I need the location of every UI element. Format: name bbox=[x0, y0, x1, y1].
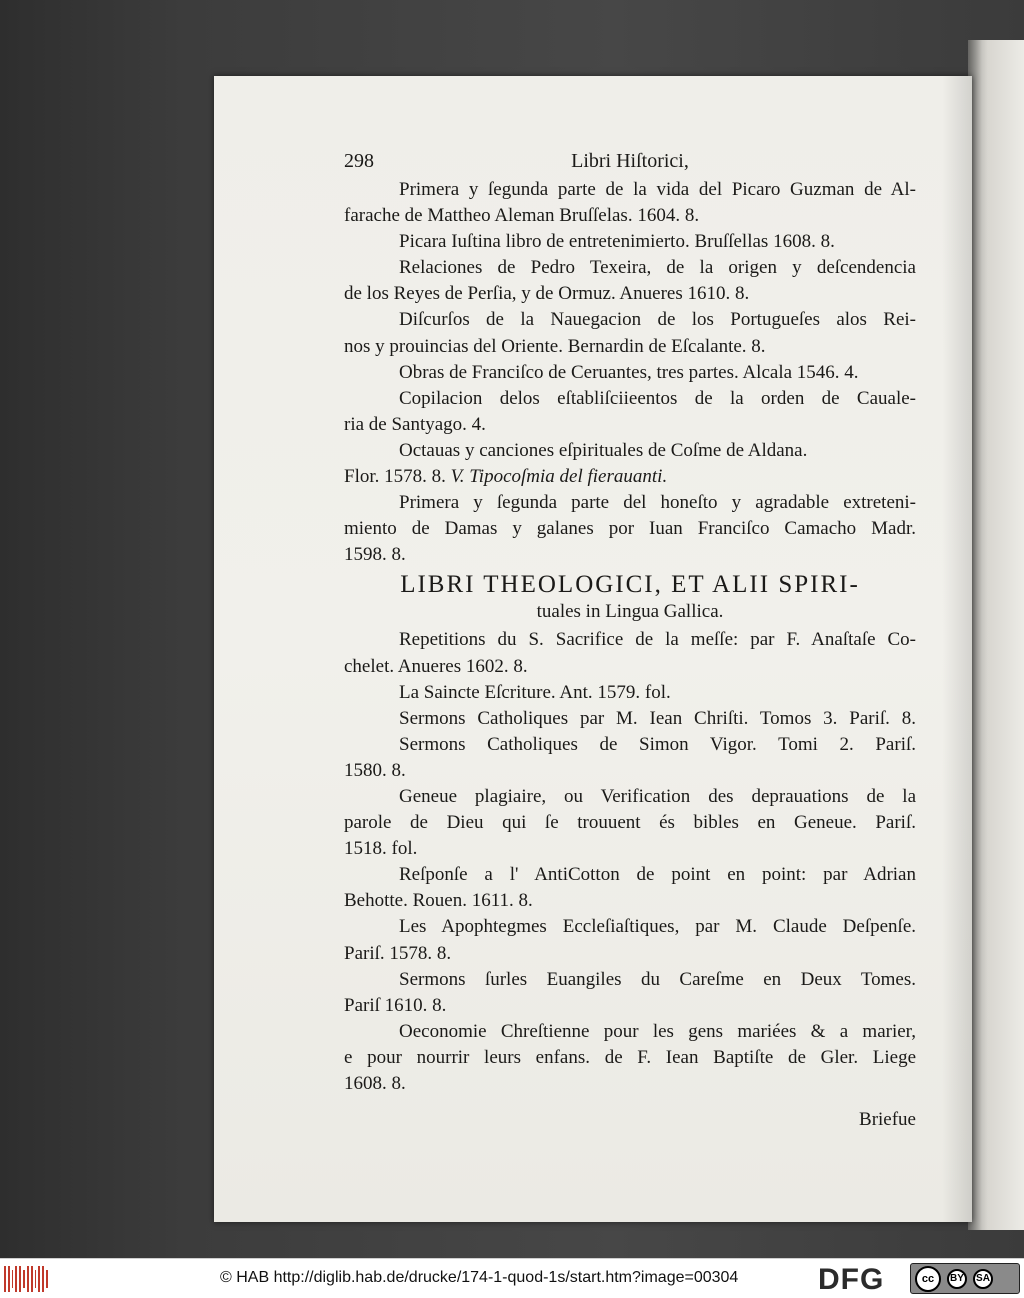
hab-logo-icon bbox=[4, 1266, 48, 1292]
text-line: Geneue plagiaire, ou Verification des deprauations de la bbox=[399, 785, 916, 807]
text-line: Sermons Catholiques par M. Iean Chriſti. Tomos 3. Pariſ. 8. bbox=[399, 707, 916, 729]
text-line: Pariſ. 1578. 8. bbox=[344, 942, 452, 964]
text-line: Primera y ſegunda parte del honeſto y agradable extreteni- bbox=[399, 492, 916, 514]
text-line: chelet. Anueres 1602. 8. bbox=[344, 655, 528, 677]
text-line: Reſponſe a l' AntiCotton de point en point: par Adrian bbox=[399, 864, 916, 886]
text-line: Repetitions du S. Sacrifice de la meſſe: par F. Anaſtaſe Co- bbox=[399, 629, 916, 651]
text-line: e pour nourrir leurs enfans. de F. Iean Baptiſte de Gler. Liege bbox=[344, 1046, 916, 1068]
text-line bbox=[344, 464, 916, 490]
text-line: Relaciones de Pedro Texeira, de la origen y deſcendencia bbox=[399, 257, 916, 279]
cc-icon: cc bbox=[915, 1266, 941, 1292]
text-line: 1598. 8. bbox=[344, 544, 406, 566]
text-line: Primera y ſegunda parte de la vida del Picaro Guzman de Al- bbox=[399, 179, 916, 200]
text-line: 1580. 8. bbox=[344, 759, 406, 781]
text-line: parole de Dieu qui ſe trouuent és bibles en Geneue. Pariſ. bbox=[344, 812, 916, 834]
running-head bbox=[344, 148, 916, 175]
text-line: 1518. fol. bbox=[344, 838, 418, 860]
text-line: Copilacion delos eſtabliſciieentos de la orden de Cauale- bbox=[399, 387, 916, 409]
text-line: Picara Iuſtina libro de entretenimierto. Bruſſellas 1608. 8. bbox=[399, 231, 835, 253]
text-line: ria de Santyago. 4. bbox=[344, 413, 486, 435]
text-line: miento de Damas y galanes por Iuan Franciſco Camacho Madr. bbox=[344, 518, 916, 540]
facing-page-edge bbox=[968, 40, 1024, 1230]
section-heading: LIBRI THEOLOGICI, ET ALII SPIRI- bbox=[400, 571, 860, 599]
cc-sa-icon: SA bbox=[973, 1269, 993, 1289]
viewer-footer bbox=[0, 1258, 1024, 1298]
footer-credit-link[interactable]: © HAB http://diglib.hab.de/drucke/174-1-quod-1s/start.htm?image=00304 bbox=[220, 1269, 739, 1286]
text-line: Octauas y canciones eſpirituales de Coſme de Aldana. bbox=[399, 439, 808, 461]
text-line: Diſcurſos de la Nauegacion de los Portugueſes alos Rei- bbox=[399, 309, 916, 331]
page-number: 298 bbox=[344, 150, 374, 172]
text-line: 1608. 8. bbox=[344, 1073, 406, 1094]
text-line: Pariſ 1610. 8. bbox=[344, 994, 447, 1016]
text-line: farache de Mattheo Aleman Bruſſelas. 1604. 8. bbox=[344, 205, 700, 227]
section-subheading: tuales in Lingua Gallica. bbox=[536, 601, 724, 623]
text-line: Les Apophtegmes Eccleſiaſtiques, par M. Claude Deſpenſe. bbox=[399, 916, 916, 938]
cc-by-icon: BY bbox=[947, 1269, 967, 1289]
text-line: La Saincte Eſcriture. Ant. 1579. fol. bbox=[399, 681, 671, 703]
text-line: Obras de Franciſco de Ceruantes, tres partes. Alcala 1546. 4. bbox=[399, 361, 859, 383]
text-line: Behotte. Rouen. 1611. 8. bbox=[344, 890, 533, 912]
book-page bbox=[214, 76, 972, 1222]
text-line: Oeconomie Chreſtienne pour les gens mariées & a marier, bbox=[399, 1020, 916, 1042]
text-line: de los Reyes de Perſia, y de Ormuz. Anueres 1610. 8. bbox=[344, 283, 750, 305]
text-line: Sermons ſurles Euangiles du Careſme en Deux Tomes. bbox=[399, 968, 916, 990]
flor-line-plain: Flor. 1578. 8. bbox=[344, 466, 451, 488]
cc-license-badge[interactable] bbox=[910, 1263, 1020, 1294]
text-line: nos y prouincias del Oriente. Bernardin de Eſcalante. 8. bbox=[344, 335, 766, 357]
running-title: Libri Hiſtorici, bbox=[571, 150, 689, 172]
catchword: Briefue bbox=[859, 1109, 916, 1131]
dfg-logo: DFG bbox=[818, 1263, 885, 1296]
text-line: Sermons Catholiques de Simon Vigor. Tomi 2. Pariſ. bbox=[399, 733, 916, 755]
page-text bbox=[344, 148, 916, 1133]
flor-line-italic: V. Tipocoſmia del fierauanti. bbox=[450, 466, 668, 488]
